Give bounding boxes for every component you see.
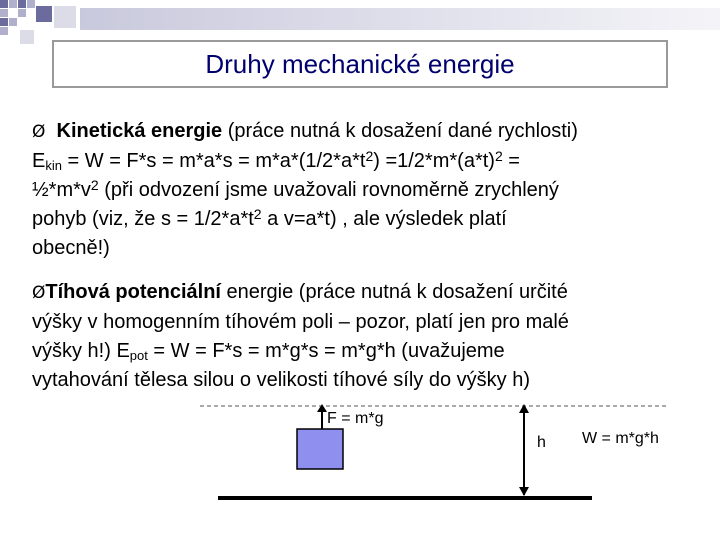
kinetic-formula-part: = W = F*s = m*a*s = m*a*(1/2*a*t <box>61 150 366 172</box>
kinetic-note: obecně!) <box>32 237 110 259</box>
kinetic-desc: (práce nutná k dosažení dané rychlosti) <box>222 120 578 142</box>
potential-text: výšky h!) E <box>32 340 130 362</box>
kinetic-formula-part: ) =1/2*m*(a*t) <box>373 150 495 172</box>
potential-line-1 <box>32 278 692 308</box>
kinetic-energy-paragraph <box>32 117 692 263</box>
potential-text: výšky v homogenním tíhovém poli – pozor, platí jen pro malé <box>32 311 569 333</box>
kinetic-line-4 <box>32 205 692 234</box>
kinetic-line-5 <box>32 234 692 263</box>
arrow-bullet-icon: Ø <box>32 283 46 303</box>
potential-term: Tíhová potenciální <box>45 281 221 303</box>
kinetic-formula-part: = <box>502 150 520 172</box>
energy-subscript: pot <box>129 348 148 363</box>
energy-subscript: kin <box>45 158 62 173</box>
title-box <box>52 40 668 88</box>
exponent: 2 <box>90 177 99 193</box>
lifted-body-box <box>297 429 343 469</box>
kinetic-line-2 <box>32 147 692 176</box>
force-arrow-head-icon <box>317 404 327 412</box>
energy-symbol: E <box>32 150 46 172</box>
potential-energy-paragraph <box>32 278 692 395</box>
kinetic-formula-part: ½*m*v <box>32 179 91 201</box>
kinetic-note: (při odvození jsme uvažovali rovnoměrně zrychlený <box>98 179 559 201</box>
arrow-bullet-icon: Ø <box>32 122 46 142</box>
potential-text: vytahování tělesa silou o velikosti tíhové síly do výšky h) <box>32 369 531 391</box>
force-label: F = m*g <box>327 410 384 427</box>
exponent: 2 <box>253 206 262 222</box>
potential-text: energie (práce nutná k dosažení určité <box>220 281 568 303</box>
work-label: W = m*g*h <box>582 430 659 447</box>
potential-line-4 <box>32 366 692 395</box>
lifting-diagram <box>0 395 720 540</box>
kinetic-note: pohyb (viz, že s = 1/2*a*t <box>32 208 254 230</box>
potential-text: = W = F*s = m*g*s = m*g*h (uvažujeme <box>147 340 505 362</box>
page-title: Druhy mechanické energie <box>205 48 515 79</box>
exponent: 2 <box>494 148 503 164</box>
height-label: h <box>537 434 546 451</box>
potential-line-3 <box>32 337 692 366</box>
potential-line-2 <box>32 308 692 337</box>
height-arrow-top-icon <box>519 404 529 413</box>
exponent: 2 <box>365 148 374 164</box>
kinetic-note: a v=a*t) , ale výsledek platí <box>261 208 507 230</box>
kinetic-term: Kinetická energie <box>56 120 223 142</box>
height-arrow-bottom-icon <box>519 487 529 496</box>
kinetic-line-1 <box>32 117 692 147</box>
kinetic-line-3 <box>32 176 692 205</box>
